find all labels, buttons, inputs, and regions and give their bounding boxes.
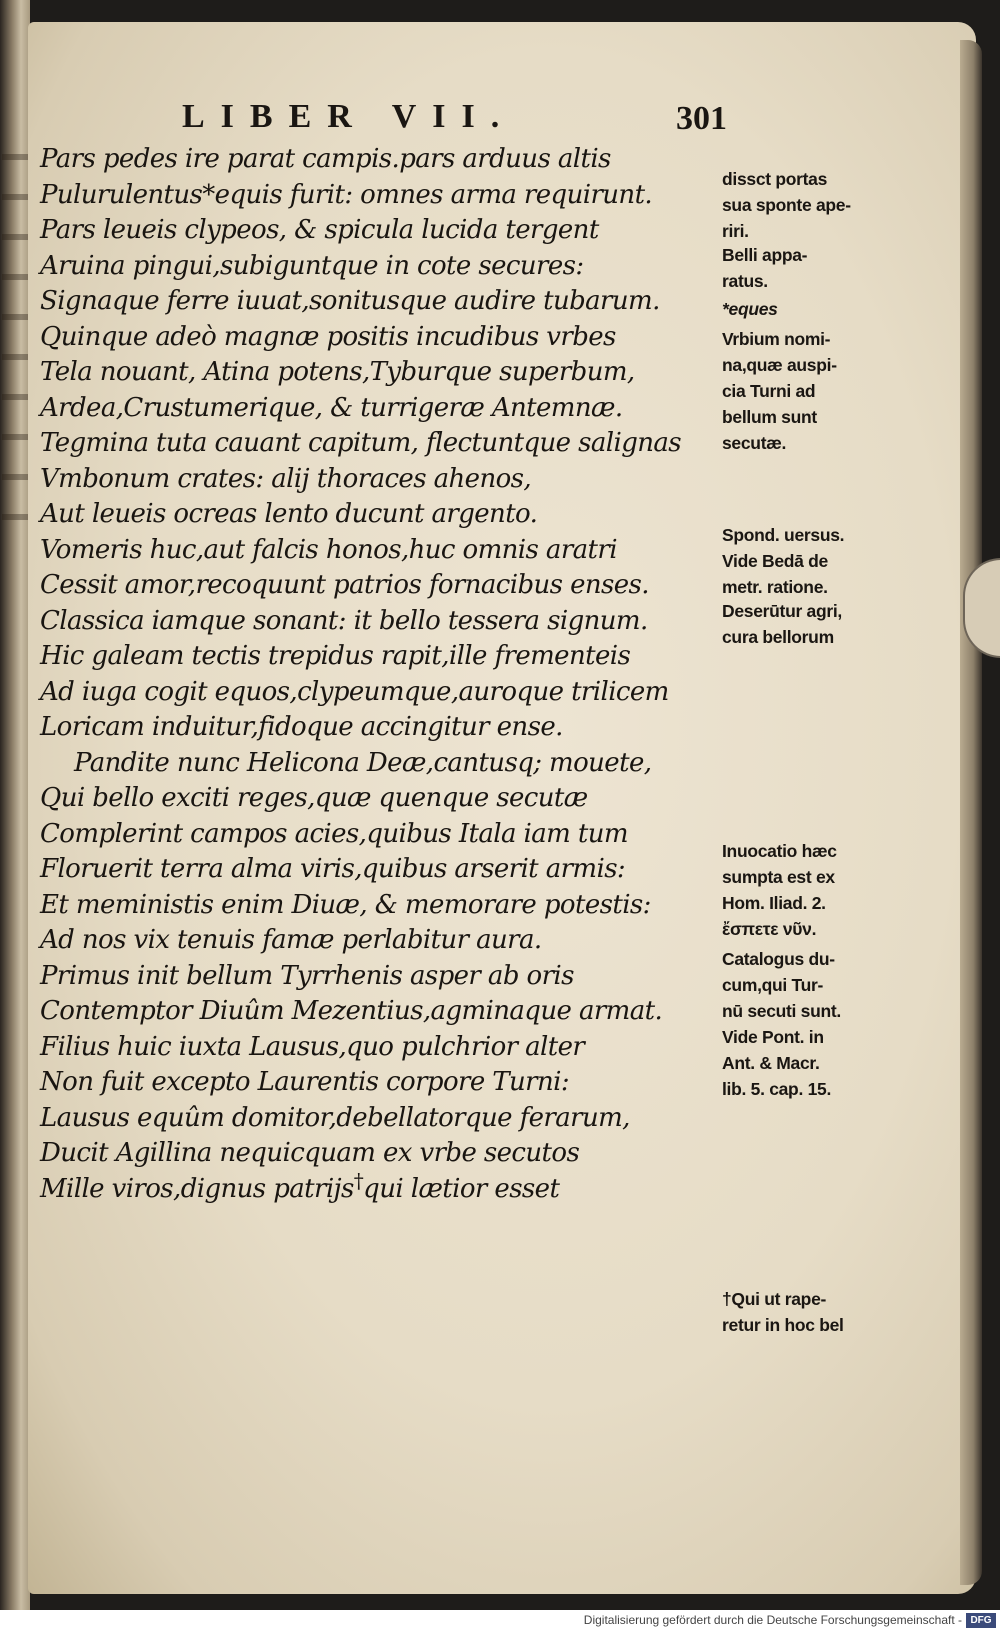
note-line: dissct portas (722, 169, 828, 189)
note-line: Hom. Iliad. 2. (722, 893, 826, 913)
verse-line-end: qui lætior esset (363, 1173, 560, 1204)
previous-page-edge (0, 0, 30, 1610)
verse-line: Vmbonum crates: alij thoraces ahenos, (40, 463, 532, 494)
note-line: retur in hoc bel (722, 1315, 844, 1335)
verse-line: Ardea,Crustumerique, & turrigeræ Antemnæ. (40, 392, 623, 423)
note-line: *eques (722, 299, 778, 319)
running-head (0, 98, 1000, 138)
note-line: Catalogus du- (722, 949, 835, 969)
marginal-note (722, 838, 972, 942)
note-line: metr. ratione. (722, 577, 828, 597)
note-line: sua sponte ape- (722, 195, 851, 215)
verse-line: Aruina pingui,subiguntque in cote secures: (40, 250, 584, 281)
verse-line: Tegmina tuta cauant capitum, flectuntque salignas (40, 428, 682, 458)
marginal-note (722, 296, 972, 322)
marginal-note (722, 242, 972, 294)
note-line: ratus. (722, 271, 768, 291)
note-line: lib. 5. cap. 15. (722, 1079, 832, 1099)
note-line: Ant. & Macr. (722, 1053, 820, 1073)
dfg-logo: DFG (966, 1613, 996, 1628)
verse-line: Lausus equûm domitor,debellatorque ferarum, (40, 1102, 630, 1133)
note-line: cia Turni ad (722, 381, 816, 401)
verse-line: Non fuit excepto Laurentis corpore Turni: (40, 1067, 570, 1097)
running-head-title: LIBER VII. (182, 98, 516, 135)
note-line: Vide Pont. in (722, 1027, 824, 1047)
marginal-note (722, 946, 972, 1102)
note-line: cum,qui Tur- (722, 975, 824, 995)
verse-line: Hic galeam tectis trepidus rapit,ille frementeis (40, 641, 631, 671)
verse-line: Loricam induitur,fidoque accingitur ense. (40, 712, 563, 742)
note-line: secutæ. (722, 433, 787, 453)
note-line: Vide Bedā de (722, 551, 828, 571)
verse-line: Quinque adeò magnæ positis incudibus vrbes (40, 321, 616, 352)
marginal-note (722, 166, 972, 244)
verse-line: Pars leueis clypeos, & spicula lucida tergent (40, 215, 599, 245)
note-line: Deserūtur agri, (722, 601, 842, 621)
dagger-mark: † (353, 1167, 364, 1192)
verse-line: Pandite nunc Helicona Deæ,cantusq; mouete, (74, 747, 652, 778)
note-line: na,quæ auspi- (722, 355, 837, 375)
note-line: sumpta est ex (722, 867, 835, 887)
previous-page-text-fragment (2, 120, 28, 540)
footer-bar (0, 1610, 1000, 1632)
verse-line: Pulurulentus*equis furit: omnes arma requirunt. (40, 179, 653, 210)
note-line: †Qui ut rape- (722, 1289, 827, 1309)
page-number: 301 (676, 100, 727, 137)
verse-line: Ad nos vix tenuis famæ perlabitur aura. (40, 925, 542, 955)
note-line: Inuocatio hæc (722, 841, 837, 861)
note-line: Belli appa- (722, 245, 808, 265)
marginal-note (722, 598, 972, 650)
verse-line: Tela nouant, Atina potens,Tyburque superbum, (40, 357, 635, 387)
verse-text (40, 142, 720, 1207)
marginal-note (722, 522, 972, 600)
verse-line: Et meministis enim Diuæ, & memorare potestis: (40, 889, 651, 920)
note-line: riri. (722, 221, 749, 241)
verse-line: Pars pedes ire parat campis.pars arduus altis (40, 144, 611, 174)
verse-line: Vomeris huc,aut falcis honos,huc omnis aratri (40, 534, 617, 565)
verse-line: Floruerit terra alma viris,quibus arserit armis: (40, 854, 626, 884)
verse-line: Contemptor Diuûm Mezentius,agminaque armat. (40, 996, 663, 1026)
marginal-note (722, 326, 972, 456)
note-line: Spond. uersus. (722, 525, 845, 545)
verse-line: Primus init bellum Tyrrhenis asper ab oris (40, 960, 574, 991)
note-line: Vrbium nomi- (722, 329, 831, 349)
verse-line: Aut leueis ocreas lento ducunt argento. (40, 499, 538, 529)
verse-line: Ducit Agillina nequicquam ex vrbe secutos (40, 1138, 580, 1168)
verse-line: Complerint campos acies,quibus Itala iam tum (40, 818, 628, 849)
verse-line: Classica iamque sonant: it bello tessera signum. (40, 605, 648, 636)
verse-line: Filius huic iuxta Lausus,quo pulchrior alter (40, 1031, 585, 1062)
verse-line: Cessit amor,recoquunt patrios fornacibus enses. (40, 570, 649, 600)
verse-line-last (40, 1167, 720, 1208)
funding-credit: Digitalisierung gefördert durch die Deutsche Forschungsgemeinschaft - (583, 1613, 962, 1627)
verse-line: Ad iuga cogit equos,clypeumque,auroque trilicem (40, 676, 669, 707)
note-line: bellum sunt (722, 407, 817, 427)
verse-line: Signaque ferre iuuat,sonitusque audire tubarum. (40, 286, 660, 316)
verse-line: Qui bello exciti reges,quæ quenque secutæ (40, 783, 588, 813)
verse-line-text: Mille viros,dignus patrijs (40, 1173, 354, 1204)
note-line: ἔσπετε νῦν. (722, 919, 817, 939)
marginal-note (722, 1286, 972, 1338)
note-line: nū secuti sunt. (722, 1001, 841, 1021)
note-line: cura bellorum (722, 627, 834, 647)
